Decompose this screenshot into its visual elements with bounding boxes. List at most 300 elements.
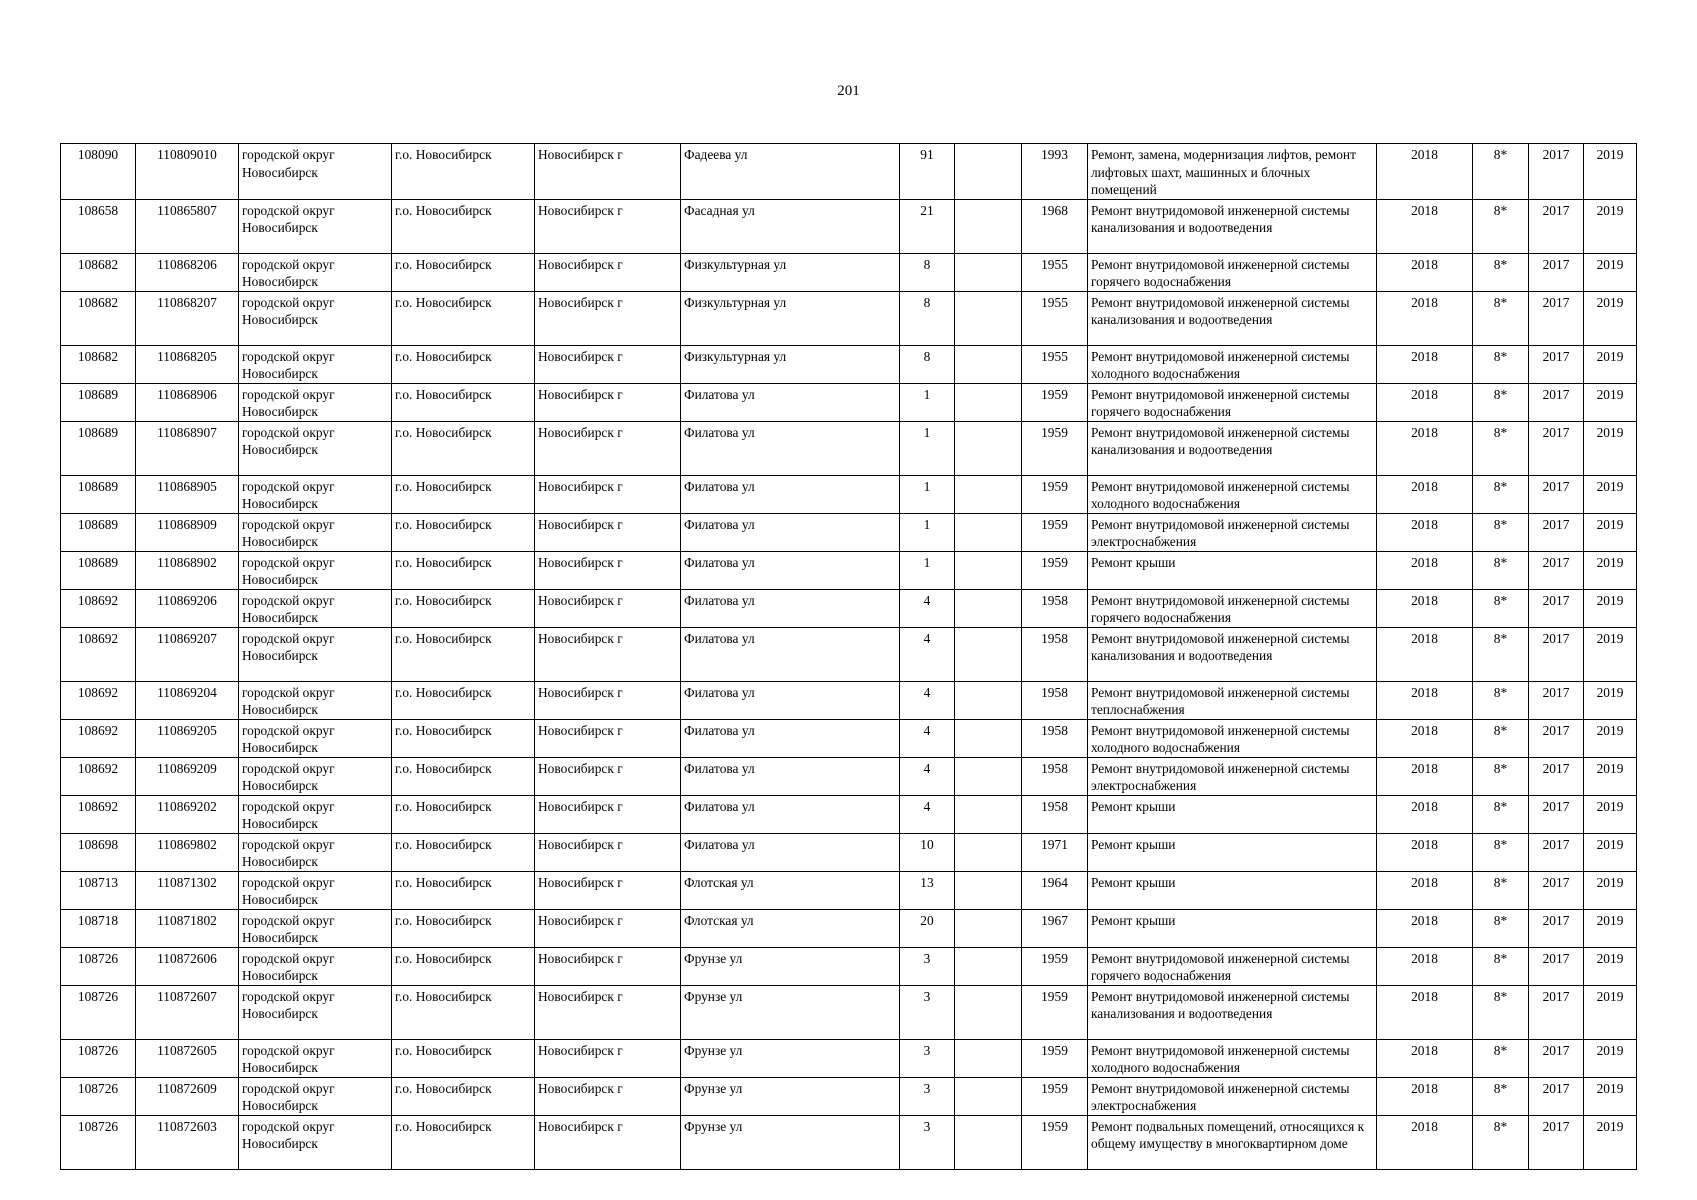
row-extra-cell [955,1115,1022,1169]
row-municipality-cell: г.о. Новосибирск [392,1115,535,1169]
row-work-cell: Ремонт внутридомовой инженерной системы холодного водоснабжения [1088,1039,1377,1077]
row-settlement-cell: Новосибирск г [535,199,681,253]
row-year-to-cell: 2019 [1584,1115,1637,1169]
row-note-cell: 8* [1473,909,1529,947]
row-note-cell: 8* [1473,681,1529,719]
row-district-cell: городской округ Новосибирск [239,291,392,345]
row-house-cell: 1 [900,513,955,551]
row-id-cell: 108090 [61,144,136,200]
row-work-cell: Ремонт крыши [1088,909,1377,947]
row-settlement-cell: Новосибирск г [535,795,681,833]
row-house-cell: 3 [900,947,955,985]
row-note-cell: 8* [1473,291,1529,345]
row-year-from-cell: 2017 [1529,551,1584,589]
row-settlement-cell: Новосибирск г [535,144,681,200]
row-house-cell: 1 [900,383,955,421]
row-settlement-cell: Новосибирск г [535,1077,681,1115]
row-note-cell: 8* [1473,589,1529,627]
row-municipality-cell: г.о. Новосибирск [392,383,535,421]
row-year-from-cell: 2017 [1529,589,1584,627]
row-id-cell: 108692 [61,627,136,681]
row-note-cell: 8* [1473,871,1529,909]
row-settlement-cell: Новосибирск г [535,947,681,985]
row-settlement-cell: Новосибирск г [535,871,681,909]
row-year-to-cell: 2019 [1584,757,1637,795]
row-note-cell: 8* [1473,1077,1529,1115]
row-year-from-cell: 2017 [1529,947,1584,985]
table-row [61,795,1637,833]
row-extra-cell [955,199,1022,253]
table-row [61,871,1637,909]
row-house-cell: 91 [900,144,955,200]
row-note-cell: 8* [1473,757,1529,795]
row-year-built-cell: 1959 [1022,1077,1088,1115]
row-plan-year-cell: 2018 [1377,1077,1473,1115]
row-district-cell: городской округ Новосибирск [239,833,392,871]
row-extra-cell [955,833,1022,871]
row-work-cell: Ремонт внутридомовой инженерной системы горячего водоснабжения [1088,589,1377,627]
row-settlement-cell: Новосибирск г [535,421,681,475]
row-id-cell: 108726 [61,1039,136,1077]
row-street-cell: Филатова ул [681,589,900,627]
table-row [61,589,1637,627]
row-settlement-cell: Новосибирск г [535,345,681,383]
row-plan-year-cell: 2018 [1377,1039,1473,1077]
page-number: 201 [837,83,860,99]
row-street-cell: Филатова ул [681,681,900,719]
row-extra-cell [955,513,1022,551]
row-note-cell: 8* [1473,947,1529,985]
row-work-cell: Ремонт внутридомовой инженерной системы электроснабжения [1088,513,1377,551]
row-year-built-cell: 1971 [1022,833,1088,871]
row-district-cell: городской округ Новосибирск [239,1115,392,1169]
table-row [61,253,1637,291]
table-row [61,719,1637,757]
table-row [61,947,1637,985]
row-code-cell: 110868909 [136,513,239,551]
row-municipality-cell: г.о. Новосибирск [392,589,535,627]
row-municipality-cell: г.о. Новосибирск [392,291,535,345]
row-extra-cell [955,719,1022,757]
row-work-cell: Ремонт внутридомовой инженерной системы электроснабжения [1088,757,1377,795]
row-code-cell: 110868902 [136,551,239,589]
row-year-to-cell: 2019 [1584,833,1637,871]
row-settlement-cell: Новосибирск г [535,551,681,589]
row-house-cell: 3 [900,1077,955,1115]
row-id-cell: 108682 [61,291,136,345]
row-plan-year-cell: 2018 [1377,795,1473,833]
row-municipality-cell: г.о. Новосибирск [392,909,535,947]
row-municipality-cell: г.о. Новосибирск [392,475,535,513]
row-house-cell: 20 [900,909,955,947]
row-note-cell: 8* [1473,513,1529,551]
row-street-cell: Фрунзе ул [681,985,900,1039]
row-street-cell: Филатова ул [681,719,900,757]
row-municipality-cell: г.о. Новосибирск [392,719,535,757]
row-plan-year-cell: 2018 [1377,199,1473,253]
row-year-from-cell: 2017 [1529,719,1584,757]
table-row [61,909,1637,947]
row-code-cell: 110872603 [136,1115,239,1169]
row-municipality-cell: г.о. Новосибирск [392,985,535,1039]
row-code-cell: 110872609 [136,1077,239,1115]
row-plan-year-cell: 2018 [1377,291,1473,345]
row-municipality-cell: г.о. Новосибирск [392,1039,535,1077]
row-municipality-cell: г.о. Новосибирск [392,551,535,589]
row-settlement-cell: Новосибирск г [535,513,681,551]
row-street-cell: Филатова ул [681,513,900,551]
row-year-to-cell: 2019 [1584,551,1637,589]
row-year-built-cell: 1968 [1022,199,1088,253]
row-plan-year-cell: 2018 [1377,757,1473,795]
row-municipality-cell: г.о. Новосибирск [392,947,535,985]
row-note-cell: 8* [1473,1039,1529,1077]
row-extra-cell [955,757,1022,795]
row-work-cell: Ремонт внутридомовой инженерной системы канализования и водоотведения [1088,627,1377,681]
row-year-built-cell: 1958 [1022,719,1088,757]
row-plan-year-cell: 2018 [1377,985,1473,1039]
registry-body [61,144,1637,1170]
row-district-cell: городской округ Новосибирск [239,719,392,757]
row-code-cell: 110869205 [136,719,239,757]
row-extra-cell [955,681,1022,719]
row-note-cell: 8* [1473,551,1529,589]
row-year-to-cell: 2019 [1584,681,1637,719]
row-year-from-cell: 2017 [1529,144,1584,200]
table-row [61,551,1637,589]
row-settlement-cell: Новосибирск г [535,475,681,513]
row-house-cell: 1 [900,421,955,475]
row-year-built-cell: 1958 [1022,589,1088,627]
row-work-cell: Ремонт крыши [1088,871,1377,909]
row-house-cell: 4 [900,757,955,795]
row-house-cell: 4 [900,795,955,833]
row-id-cell: 108698 [61,833,136,871]
row-note-cell: 8* [1473,719,1529,757]
row-year-to-cell: 2019 [1584,1039,1637,1077]
row-code-cell: 110871302 [136,871,239,909]
row-note-cell: 8* [1473,475,1529,513]
row-district-cell: городской округ Новосибирск [239,1039,392,1077]
row-extra-cell [955,627,1022,681]
row-extra-cell [955,345,1022,383]
row-year-built-cell: 1967 [1022,909,1088,947]
row-district-cell: городской округ Новосибирск [239,985,392,1039]
row-district-cell: городской округ Новосибирск [239,1077,392,1115]
row-year-built-cell: 1959 [1022,421,1088,475]
row-settlement-cell: Новосибирск г [535,985,681,1039]
row-street-cell: Филатова ул [681,551,900,589]
row-settlement-cell: Новосибирск г [535,681,681,719]
row-code-cell: 110868205 [136,345,239,383]
row-year-built-cell: 1959 [1022,947,1088,985]
row-code-cell: 110872607 [136,985,239,1039]
row-extra-cell [955,551,1022,589]
row-plan-year-cell: 2018 [1377,589,1473,627]
row-work-cell: Ремонт внутридомовой инженерной системы канализования и водоотведения [1088,291,1377,345]
row-extra-cell [955,144,1022,200]
row-plan-year-cell: 2018 [1377,551,1473,589]
table-row [61,144,1637,200]
row-work-cell: Ремонт внутридомовой инженерной системы холодного водоснабжения [1088,475,1377,513]
row-street-cell: Флотская ул [681,909,900,947]
row-year-from-cell: 2017 [1529,1039,1584,1077]
table-row [61,475,1637,513]
row-code-cell: 110869206 [136,589,239,627]
row-municipality-cell: г.о. Новосибирск [392,833,535,871]
row-settlement-cell: Новосибирск г [535,833,681,871]
row-district-cell: городской округ Новосибирск [239,909,392,947]
row-municipality-cell: г.о. Новосибирск [392,871,535,909]
row-plan-year-cell: 2018 [1377,719,1473,757]
row-year-from-cell: 2017 [1529,1115,1584,1169]
row-year-from-cell: 2017 [1529,681,1584,719]
row-street-cell: Физкультурная ул [681,291,900,345]
row-note-cell: 8* [1473,199,1529,253]
row-house-cell: 3 [900,1039,955,1077]
table-row [61,1115,1637,1169]
row-district-cell: городской округ Новосибирск [239,383,392,421]
row-extra-cell [955,475,1022,513]
row-district-cell: городской округ Новосибирск [239,681,392,719]
row-year-to-cell: 2019 [1584,291,1637,345]
row-house-cell: 13 [900,871,955,909]
row-year-built-cell: 1964 [1022,871,1088,909]
row-house-cell: 10 [900,833,955,871]
row-note-cell: 8* [1473,985,1529,1039]
row-work-cell: Ремонт крыши [1088,833,1377,871]
row-district-cell: городской округ Новосибирск [239,475,392,513]
row-year-built-cell: 1958 [1022,757,1088,795]
row-extra-cell [955,1039,1022,1077]
row-year-to-cell: 2019 [1584,421,1637,475]
row-id-cell: 108692 [61,795,136,833]
row-house-cell: 8 [900,291,955,345]
row-house-cell: 8 [900,345,955,383]
table-row [61,681,1637,719]
row-year-from-cell: 2017 [1529,291,1584,345]
row-year-to-cell: 2019 [1584,1077,1637,1115]
row-work-cell: Ремонт внутридомовой инженерной системы канализования и водоотведения [1088,985,1377,1039]
row-house-cell: 4 [900,719,955,757]
row-code-cell: 110869204 [136,681,239,719]
row-code-cell: 110872606 [136,947,239,985]
row-street-cell: Филатова ул [681,383,900,421]
row-id-cell: 108692 [61,589,136,627]
row-work-cell: Ремонт внутридомовой инженерной системы электроснабжения [1088,1077,1377,1115]
row-municipality-cell: г.о. Новосибирск [392,1077,535,1115]
row-work-cell: Ремонт, замена, модернизация лифтов, ремонт лифтовых шахт, машинных и блочных помещений [1088,144,1377,200]
row-district-cell: городской округ Новосибирск [239,947,392,985]
row-district-cell: городской округ Новосибирск [239,757,392,795]
row-id-cell: 108726 [61,947,136,985]
row-year-built-cell: 1959 [1022,1039,1088,1077]
table-row [61,985,1637,1039]
row-year-to-cell: 2019 [1584,909,1637,947]
row-settlement-cell: Новосибирск г [535,589,681,627]
row-extra-cell [955,291,1022,345]
row-plan-year-cell: 2018 [1377,513,1473,551]
row-year-from-cell: 2017 [1529,833,1584,871]
row-street-cell: Филатова ул [681,757,900,795]
row-id-cell: 108718 [61,909,136,947]
row-street-cell: Физкультурная ул [681,345,900,383]
row-year-from-cell: 2017 [1529,383,1584,421]
row-district-cell: городской округ Новосибирск [239,345,392,383]
row-year-to-cell: 2019 [1584,985,1637,1039]
row-extra-cell [955,1077,1022,1115]
row-extra-cell [955,383,1022,421]
row-plan-year-cell: 2018 [1377,383,1473,421]
row-plan-year-cell: 2018 [1377,947,1473,985]
row-year-to-cell: 2019 [1584,589,1637,627]
row-plan-year-cell: 2018 [1377,833,1473,871]
row-year-to-cell: 2019 [1584,345,1637,383]
row-note-cell: 8* [1473,627,1529,681]
table-row [61,291,1637,345]
row-municipality-cell: г.о. Новосибирск [392,421,535,475]
row-code-cell: 110872605 [136,1039,239,1077]
row-id-cell: 108689 [61,383,136,421]
row-settlement-cell: Новосибирск г [535,757,681,795]
row-year-built-cell: 1959 [1022,985,1088,1039]
row-year-built-cell: 1959 [1022,475,1088,513]
row-house-cell: 1 [900,475,955,513]
table-row [61,513,1637,551]
row-house-cell: 4 [900,589,955,627]
row-id-cell: 108726 [61,1115,136,1169]
row-year-built-cell: 1955 [1022,253,1088,291]
row-year-from-cell: 2017 [1529,345,1584,383]
row-extra-cell [955,795,1022,833]
row-district-cell: городской округ Новосибирск [239,589,392,627]
row-id-cell: 108726 [61,985,136,1039]
row-code-cell: 110868907 [136,421,239,475]
row-district-cell: городской округ Новосибирск [239,199,392,253]
row-house-cell: 8 [900,253,955,291]
table-row [61,627,1637,681]
row-plan-year-cell: 2018 [1377,1115,1473,1169]
row-street-cell: Филатова ул [681,795,900,833]
row-plan-year-cell: 2018 [1377,144,1473,200]
row-district-cell: городской округ Новосибирск [239,795,392,833]
row-work-cell: Ремонт внутридомовой инженерной системы горячего водоснабжения [1088,253,1377,291]
row-street-cell: Филатова ул [681,421,900,475]
table-row [61,199,1637,253]
row-street-cell: Филатова ул [681,833,900,871]
row-street-cell: Фрунзе ул [681,1115,900,1169]
row-year-to-cell: 2019 [1584,513,1637,551]
row-district-cell: городской округ Новосибирск [239,871,392,909]
row-street-cell: Фрунзе ул [681,1039,900,1077]
row-house-cell: 21 [900,199,955,253]
row-settlement-cell: Новосибирск г [535,383,681,421]
row-id-cell: 108692 [61,719,136,757]
row-code-cell: 110871802 [136,909,239,947]
row-year-from-cell: 2017 [1529,757,1584,795]
row-note-cell: 8* [1473,253,1529,291]
row-note-cell: 8* [1473,795,1529,833]
row-district-cell: городской округ Новосибирск [239,144,392,200]
row-code-cell: 110868905 [136,475,239,513]
table-row [61,421,1637,475]
row-code-cell: 110869209 [136,757,239,795]
row-id-cell: 108689 [61,421,136,475]
row-year-built-cell: 1959 [1022,383,1088,421]
table-row [61,1039,1637,1077]
row-code-cell: 110868207 [136,291,239,345]
row-year-built-cell: 1955 [1022,291,1088,345]
row-work-cell: Ремонт внутридомовой инженерной системы канализования и водоотведения [1088,421,1377,475]
row-year-to-cell: 2019 [1584,871,1637,909]
row-house-cell: 1 [900,551,955,589]
row-work-cell: Ремонт подвальных помещений, относящихся к общему имуществу в многоквартирном доме [1088,1115,1377,1169]
row-year-from-cell: 2017 [1529,871,1584,909]
row-district-cell: городской округ Новосибирск [239,253,392,291]
row-year-built-cell: 1959 [1022,551,1088,589]
row-work-cell: Ремонт внутридомовой инженерной системы холодного водоснабжения [1088,719,1377,757]
row-municipality-cell: г.о. Новосибирск [392,144,535,200]
row-house-cell: 4 [900,627,955,681]
row-street-cell: Фасадная ул [681,199,900,253]
row-note-cell: 8* [1473,1115,1529,1169]
row-plan-year-cell: 2018 [1377,253,1473,291]
row-plan-year-cell: 2018 [1377,421,1473,475]
row-house-cell: 3 [900,985,955,1039]
row-extra-cell [955,871,1022,909]
row-year-built-cell: 1959 [1022,513,1088,551]
row-id-cell: 108692 [61,757,136,795]
row-work-cell: Ремонт внутридомовой инженерной системы холодного водоснабжения [1088,345,1377,383]
registry-table [60,143,1637,1170]
row-year-from-cell: 2017 [1529,475,1584,513]
row-settlement-cell: Новосибирск г [535,291,681,345]
row-work-cell: Ремонт внутридомовой инженерной системы горячего водоснабжения [1088,947,1377,985]
table-row [61,1077,1637,1115]
row-settlement-cell: Новосибирск г [535,253,681,291]
row-code-cell: 110869207 [136,627,239,681]
row-year-from-cell: 2017 [1529,627,1584,681]
row-work-cell: Ремонт внутридомовой инженерной системы теплоснабжения [1088,681,1377,719]
row-year-from-cell: 2017 [1529,909,1584,947]
row-code-cell: 110865807 [136,199,239,253]
row-district-cell: городской округ Новосибирск [239,551,392,589]
row-year-to-cell: 2019 [1584,795,1637,833]
row-street-cell: Фрунзе ул [681,1077,900,1115]
row-year-built-cell: 1958 [1022,681,1088,719]
row-plan-year-cell: 2018 [1377,909,1473,947]
row-municipality-cell: г.о. Новосибирск [392,199,535,253]
row-year-from-cell: 2017 [1529,513,1584,551]
row-year-built-cell: 1959 [1022,1115,1088,1169]
row-municipality-cell: г.о. Новосибирск [392,795,535,833]
row-settlement-cell: Новосибирск г [535,627,681,681]
row-id-cell: 108692 [61,681,136,719]
table-row [61,383,1637,421]
row-note-cell: 8* [1473,833,1529,871]
row-id-cell: 108689 [61,513,136,551]
row-code-cell: 110868906 [136,383,239,421]
row-house-cell: 4 [900,681,955,719]
row-district-cell: городской округ Новосибирск [239,627,392,681]
row-municipality-cell: г.о. Новосибирск [392,627,535,681]
row-id-cell: 108713 [61,871,136,909]
row-note-cell: 8* [1473,345,1529,383]
row-street-cell: Фадеева ул [681,144,900,200]
row-note-cell: 8* [1473,144,1529,200]
row-municipality-cell: г.о. Новосибирск [392,513,535,551]
row-street-cell: Флотская ул [681,871,900,909]
